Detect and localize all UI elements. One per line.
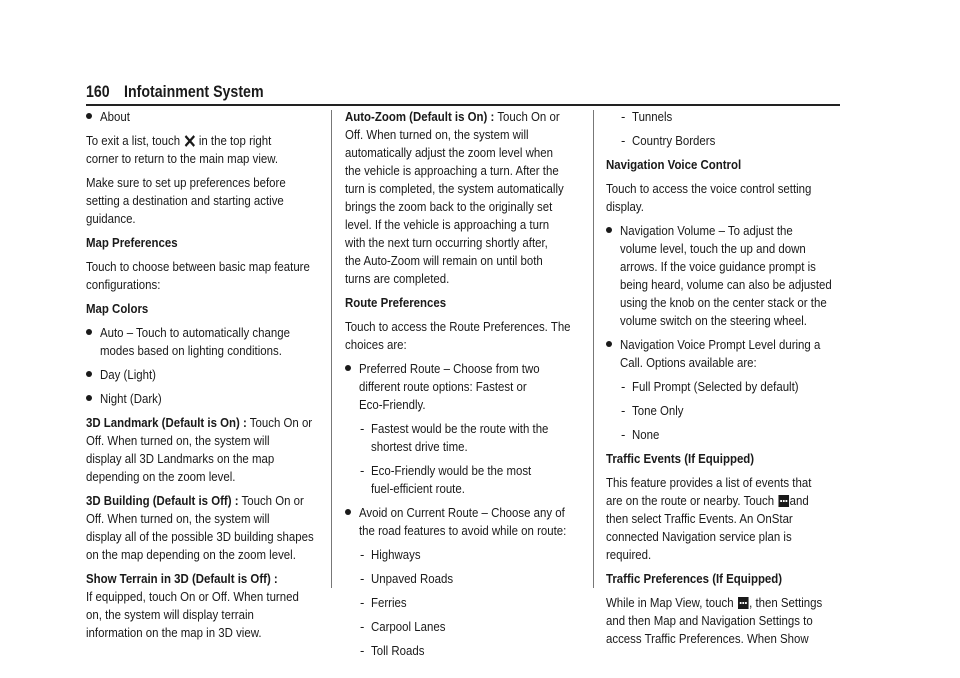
header-rule — [86, 104, 840, 106]
bullet-icon — [606, 341, 612, 347]
sub-list-item: - Unpaved Roads — [360, 571, 454, 586]
list-item: Night (Dark) — [86, 390, 324, 408]
paragraph-auto-zoom: Auto-Zoom (Default is On) : Touch On or Off. When turned on, the system will automatically adjust the zoom level when the vehicle is approaching a turn. After the turn is completed, the system automatically brings the zoom back to the originally set level. If the vehicle is approaching a turn with the next turn occurring shortly after, the Auto-Zoom will remain on until both turns are completed. — [345, 109, 564, 286]
sub-list-item: - Tone Only — [621, 403, 684, 418]
close-icon — [184, 135, 195, 147]
heading-map-preferences: Map Preferences — [86, 235, 178, 250]
sub-list-item: - Highways — [360, 547, 421, 562]
bullet-icon — [86, 329, 92, 335]
paragraph-preferences: Make sure to set up preferences before setting a destination and starting active guidance. — [86, 175, 286, 226]
heading-route-preferences: Route Preferences — [345, 295, 447, 310]
paragraph-traffic-events: This feature provides a list of events that are on the route or nearby. Touch and then select Traffic Events. An OnStar connected Navigation service plan is required. — [606, 475, 812, 562]
paragraph-route-access: Touch to access the Route Preferences. The choices are: — [345, 319, 571, 352]
column-3 — [606, 108, 844, 654]
menu-icon — [778, 495, 789, 507]
column-divider-right — [593, 110, 594, 588]
page-title: Infotainment System — [124, 83, 264, 101]
sub-list-item: - Tunnels — [621, 109, 673, 124]
list-item: Auto – Touch to automatically change modes based on lighting conditions. — [86, 324, 324, 360]
column-divider-left — [331, 110, 332, 588]
heading-traffic-preferences: Traffic Preferences (If Equipped) — [606, 571, 783, 586]
list-item: About — [86, 108, 324, 126]
bullet-icon — [345, 365, 351, 371]
sub-list-item: - Toll Roads — [360, 643, 425, 658]
paragraph-voice-control: Touch to access the voice control setting display. — [606, 181, 812, 214]
menu-icon — [738, 597, 749, 609]
sub-list-item: - Full Prompt (Selected by default) — [621, 379, 799, 394]
list-item: Day (Light) — [86, 366, 324, 384]
paragraph-exit-list: To exit a list, touch in the top right corner to return to the main map view. — [86, 133, 279, 166]
column-1 — [86, 108, 324, 648]
bullet-icon — [86, 395, 92, 401]
bullet-icon — [86, 371, 92, 377]
paragraph-3d-building: 3D Building (Default is Off) : Touch On or Off. When turned on, the system will display all of the possible 3D building shapes on the map depending on the zoom level. — [86, 493, 314, 562]
list-item: Navigation Voice Prompt Level during a Call. Options available are: — [606, 336, 844, 372]
sub-list-item: - Ferries — [360, 595, 407, 610]
sub-list-item: - Country Borders — [621, 133, 716, 148]
heading-map-colors: Map Colors — [86, 301, 149, 316]
sub-list-item: - None — [621, 427, 660, 442]
list-item: Avoid on Current Route – Choose any of the road features to avoid while on route: — [345, 504, 585, 540]
bullet-icon — [345, 509, 351, 515]
paragraph-traffic-preferences: While in Map View, touch , then Settings and then Map and Navigation Settings to access Traffic Preferences. When Show — [606, 595, 823, 646]
paragraph-3d-landmark: 3D Landmark (Default is On) : Touch On or Off. When turned on, the system will display all 3D Landmarks on the map depending on the zoom level. — [86, 415, 313, 484]
heading-traffic-events: Traffic Events (If Equipped) — [606, 451, 755, 466]
list-item: Navigation Volume – To adjust the volume level, touch the up and down arrows. If the voice guidance prompt is being heard, volume can also be adjusted using the knob on the center stack or the volume switch on the steering wheel. — [606, 222, 844, 330]
sub-list-item: - Carpool Lanes — [360, 619, 446, 634]
paragraph-show-terrain: Show Terrain in 3D (Default is Off) : If equipped, touch On or Off. When turned on, the system will display terrain information on the map in 3D view. — [86, 571, 299, 640]
column-2 — [345, 108, 585, 666]
bullet-icon — [86, 113, 92, 119]
sub-list-item: - Eco-Friendly would be the most fuel-efficient route. — [360, 463, 532, 496]
sub-list-item: - Fastest would be the route with the shortest drive time. — [360, 421, 549, 454]
list-item: Preferred Route – Choose from two different route options: Fastest or Eco-Friendly. — [345, 360, 585, 414]
paragraph-map-config: Touch to choose between basic map feature configurations: — [86, 259, 310, 292]
page-number: 160 — [86, 83, 110, 101]
bullet-icon — [606, 227, 612, 233]
heading-voice-control: Navigation Voice Control — [606, 157, 742, 172]
